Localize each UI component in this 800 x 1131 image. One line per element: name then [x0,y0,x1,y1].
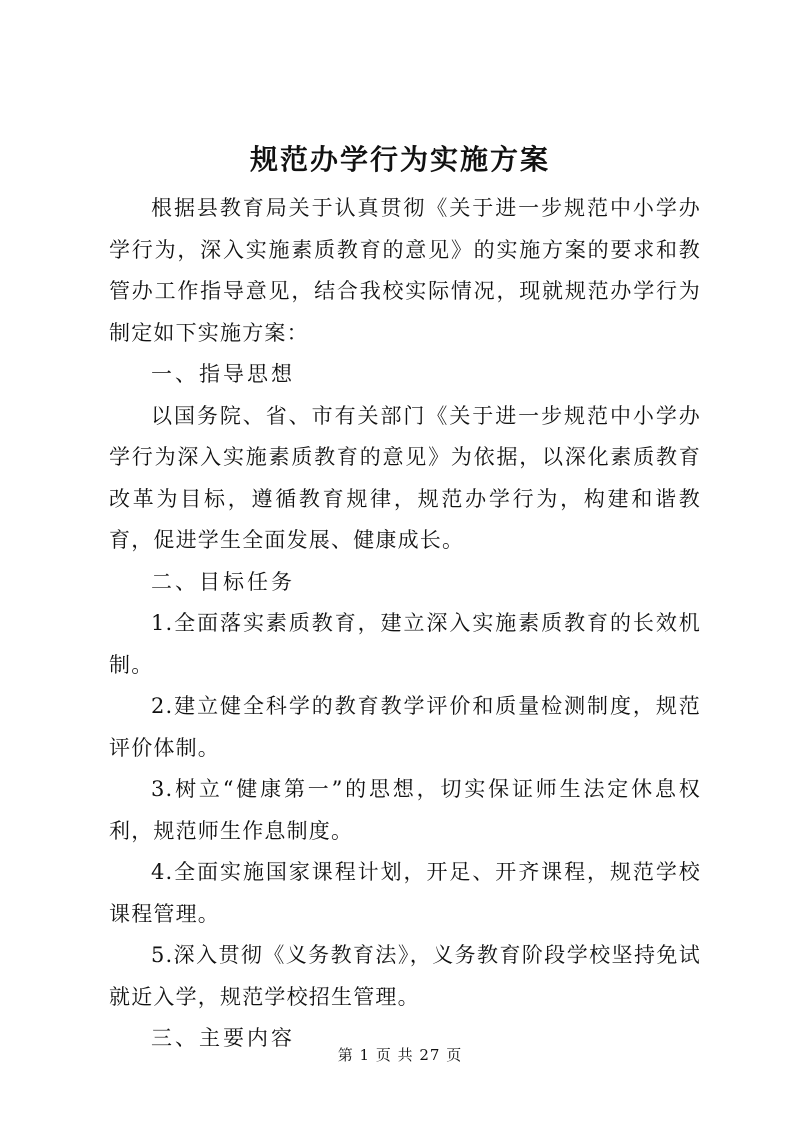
page-number-footer: 第 1 页 共 27 页 [337,1046,463,1064]
objective-item: 1.全面落实素质教育，建立深入实施素质教育的长效机制。 [109,611,701,677]
intro-paragraph: 根据县教育局关于认真贯彻《关于进一步规范中小学办学行为，深入实施素质教育的意见》的实施方案的要求和教管办工作指导意见，结合我校实际情况，现就规范办学行为制定如下实施方案： [109,196,701,345]
section-heading-main-content: 三、主要内容 [151,1026,295,1050]
objective-item: 4.全面实施国家课程计划，开足、开齐课程，规范学校课程管理。 [109,860,701,926]
objective-item: 5.深入贯彻《义务教育法》，义务教育阶段学校坚持免试就近入学，规范学校招生管理。 [109,943,701,1009]
section-heading-guiding-ideology: 一、指导思想 [151,362,295,386]
document-body [109,188,701,1060]
section-heading-objectives: 二、目标任务 [151,569,295,594]
guiding-ideology-paragraph: 以国务院、省、市有关部门《关于进一步规范中小学办学行为深入实施素质教育的意见》为依据，以深化素质教育改革为目标，遵循教育规律，规范办学行为，构建和谐教育，促进学生全面发展、健康成长。 [109,403,701,552]
document-title: 规范办学行为实施方案 [249,143,550,176]
objective-item: 2.建立健全科学的教育教学评价和质量检测制度，规范评价体制。 [109,694,701,760]
objective-item: 3.树立“健康第一”的思想，切实保证师生法定休息权利，规范师生作息制度。 [109,777,701,843]
